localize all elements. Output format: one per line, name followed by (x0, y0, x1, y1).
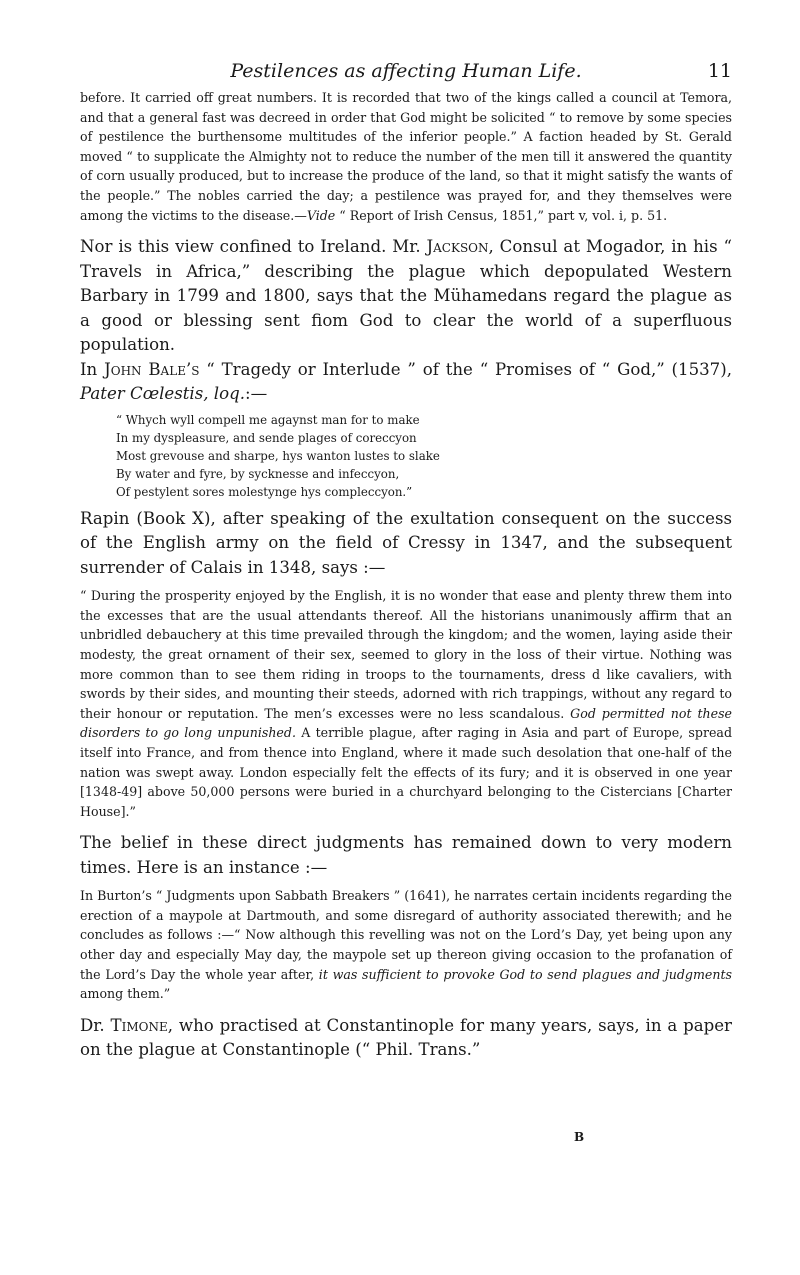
name-jackson: Jackson (426, 237, 489, 257)
quote-rapin (80, 586, 732, 821)
verse-line: “ Whych wyll compell me agaynst man for to make (116, 412, 420, 427)
quote-text-end: A terrible plague, after raging in Asia and part of Europe, spread itself into France, and from thence into England, where it made such desolation that one-half of the nation was swept away. London especially felt the effects of its fury; and it is observed in one year [1348-49] above 50,000 persons were buried in a churchyard belonging to the Cistercians [Charter House].” (80, 725, 733, 819)
name-john-bale: John Bale’s (104, 359, 200, 379)
page-header (80, 60, 732, 88)
paragraph-text: Dr. (80, 1015, 111, 1035)
paragraph-text: before. It carried off great numbers. It is recorded that two of the kings called a council at Temora, and that a general fast was decreed in order that God might be solicited “ to remove by some species of pestilence the burthensome multitudes of the inferior people.” A faction headed by St. Gerald moved “ to supplicate the Almighty not to reduce the number of the men till it answered the quantity of corn usually produced, but to increase the produce of the land, so that it might satisfy the wants of the people.” The nobles carried the day; a pestilence was prayed for, and they themselves were among the victims to the disease.— (80, 90, 732, 223)
quote-text: “ During the prosperity enjoyed by the English, it is no wonder that ease and plenty threw them into the excesses that are the usual attendants thereof. All the historians unanimously affirm that an unbridled debauchery at this time prevailed through the kingdom; and the women, laying aside their modesty, the great ornament of their sex, seemed to glory in the loss of their virtue. Nothing was more common than to see them riding in troops to the tournaments, dress d like cavaliers, with swords by their sides, and mounting their steeds, adorned with rich trappings, without any regard to their honour or reputation. The men’s excesses were no less scandalous. (80, 588, 732, 721)
paragraph-text-end: , who practised at Constantinople for many years, says, in a paper on the plague at Constantinople (“ Phil. Trans.” (80, 1015, 732, 1060)
paragraph-text: Nor is this view confined to Ireland. Mr. (80, 237, 427, 257)
paragraph-text-end: “ Report of Irish Census, 1851,” part v, vol. i, p. 51. (335, 207, 668, 223)
paragraph-irish-council (80, 88, 732, 225)
paragraph-text-end: , Consul at Mogador, in his “ Travels in Africa,” describing the plague which depopulated Western Barbary in 1799 and 1800, says that the Mühamedans regard the plague as a good or blessing sent fiom God to clear the world of a superfluous population. (80, 237, 732, 355)
burton-italic: it was sufficient to provoke God to send plagues and judgments (318, 966, 732, 982)
verse-quote (116, 411, 732, 501)
paragraph-text-end: among them.” (80, 986, 171, 1002)
paragraph-jackson (80, 235, 732, 358)
paragraph-text: In Burton’s “ Judgments upon Sabbath Breakers ” (1641), he narrates certain incidents regarding the erection of a maypole at Dartmouth, and some disregard of authority associated therewith; and he concludes as follows :—“ Now although this revelling was not on the Lord’s Day, yet being upon any other day and especially May day, the maypole set up thereon giving occasion to the profanation of the Lord’s Day the whole year after, (80, 888, 732, 982)
book-page (80, 60, 732, 1063)
paragraph-text-end: :— (245, 384, 268, 404)
paragraph-text: In (80, 359, 105, 379)
paragraph-text-mid: “ Tragedy or Interlude ” of the “ Promises of “ God,” (1537), (199, 359, 732, 379)
paragraph-rapin: Rapin (Book X), after speaking of the exultation consequent on the success of the English army on the field of Cressy in 1347, and the subsequent surrender of Calais in 1348, says :— (80, 508, 732, 577)
signature-mark: B (574, 1130, 585, 1144)
paragraph-bale (80, 358, 732, 407)
verse-line: Most grevouse and sharpe, hys wanton lustes to slake (116, 448, 440, 463)
vide-italic: Vide (306, 207, 336, 223)
verse-line: In my dyspleasure, and sende plages of coreccyon (116, 430, 417, 445)
verse-line: By water and fyre, by sycknesse and infeccyon, (116, 466, 400, 481)
paragraph-timone (80, 1014, 732, 1063)
paragraph-belief: The belief in these direct judgments has remained down to very modern times. Here is an instance :— (80, 833, 732, 877)
paragraph-burton (80, 886, 732, 1004)
name-timone: Timone (110, 1015, 168, 1035)
quote-italic: God permitted not these disorders to go long unpunished. (80, 705, 732, 741)
pater-coelestis-italic: Pater Cœlestis, loq. (80, 384, 245, 404)
running-title: Pestilences as affecting Human Life. (230, 60, 582, 82)
page-number: 11 (707, 60, 732, 82)
verse-line: Of pestylent sores molestynge hys compleccyon.” (116, 484, 413, 499)
